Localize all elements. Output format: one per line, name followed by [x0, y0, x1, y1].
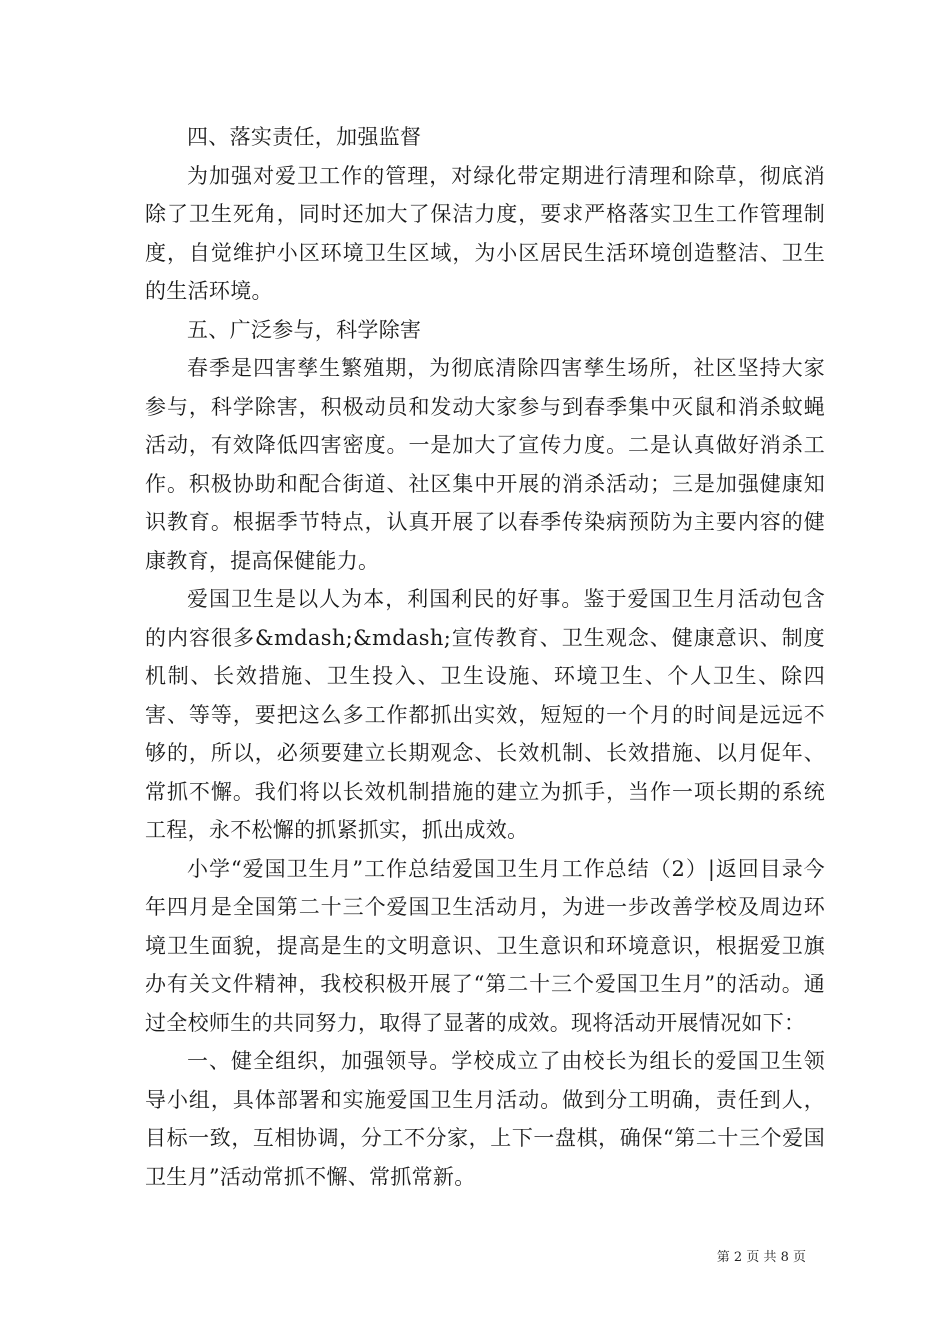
- document-body: [145, 118, 825, 1196]
- page-number-footer: 第 2 页 共 8 页: [716, 1250, 806, 1265]
- section-heading-4: 四、落实责任，加强监督: [187, 125, 422, 149]
- section-heading-5: 五、广泛参与，科学除害: [187, 317, 422, 342]
- paragraph: 爱国卫生是以人为本，利国利民的好事。鉴于爱国卫生月活动包含的内容很多&mdash;&mdash;宣传教育、卫生观念、健康意识、制度机制、长效措施、卫生投入、卫生设施、环境卫生、个人卫生、除四害、等等，要把这么多工作都抓出实效，短短的一个月的时间是远远不够的，所以，必须要建立长期观念、长效机制、长效措施、以月促年、常抓不懈。我们将以长效机制措施的建立为抓手，当作一项长期的系统工程，永不松懈的抓紧抓实，抓出成效。: [145, 587, 825, 842]
- paragraph: 春季是四害孳生繁殖期，为彻底清除四害孳生场所，社区坚持大家参与，科学除害，积极动员和发动大家参与到春季集中灭鼠和消杀蚊蝇活动，有效降低四害密度。一是加大了宣传力度。二是认真做好消杀工作。积极协助和配合街道、社区集中开展的消杀活动；三是加强健康知识教育。根据季节特点，认真开展了以春季传染病预防为主要内容的健康教育，提高保健能力。: [145, 356, 825, 573]
- paragraph: 一、健全组织，加强领导。学校成立了由校长为组长的爱国卫生领导小组，具体部署和实施爱国卫生月活动。做到分工明确，责任到人，目标一致，互相协调，分工不分家，上下一盘棋，确保“第二十三个爱国卫生月”活动常抓不懈、常抓常新。: [145, 1049, 825, 1189]
- paragraph: 为加强对爱卫工作的管理，对绿化带定期进行清理和除草，彻底消除了卫生死角，同时还加大了保洁力度，要求严格落实卫生工作管理制度，自觉维护小区环境卫生区域，为小区居民生活环境创造整洁、卫生的生活环境。: [145, 163, 825, 303]
- paragraph: 小学“爱国卫生月”工作总结爱国卫生月工作总结（2）|返回目录今年四月是全国第二十三个爱国卫生活动月，为进一步改善学校及周边环境卫生面貌，提高是生的文明意识、卫生意识和环境意识，根据爱卫旗办有关文件精神，我校积极开展了“第二十三个爱国卫生月”的活动。通过全校师生的共同努力，取得了显著的成效。现将活动开展情况如下：: [145, 856, 825, 1035]
